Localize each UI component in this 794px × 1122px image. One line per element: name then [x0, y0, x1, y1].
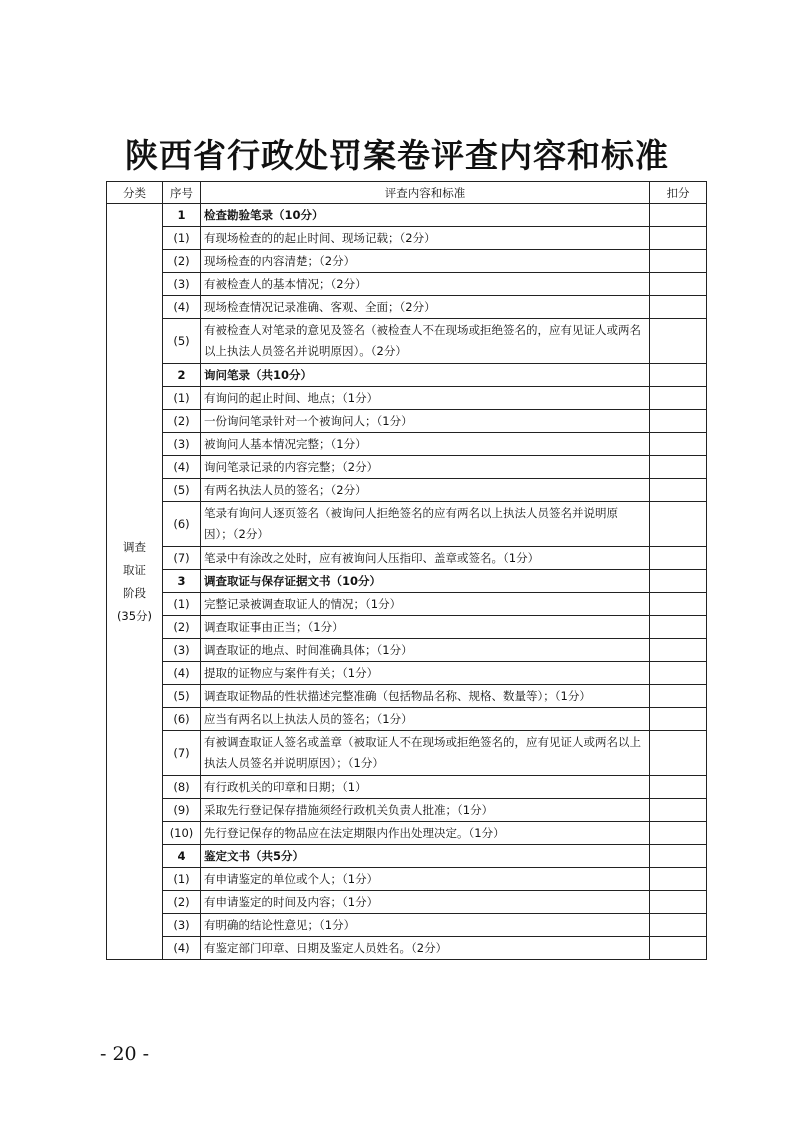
deduct-cell[interactable]	[650, 364, 707, 387]
content-cell: 调查取证的地点、时间准确具体；（1分）	[201, 639, 650, 662]
deduct-cell[interactable]	[650, 296, 707, 319]
content-cell: 被询问人基本情况完整；（1分）	[201, 433, 650, 456]
table-row	[107, 570, 707, 593]
deduct-cell[interactable]	[650, 387, 707, 410]
table-row	[107, 593, 707, 616]
content-cell: 调查取证事由正当；（1分）	[201, 616, 650, 639]
content-cell: 有行政机关的印章和日期；（1）	[201, 776, 650, 799]
seq-cell: 3	[163, 570, 201, 593]
deduct-cell[interactable]	[650, 227, 707, 250]
seq-cell: (2)	[163, 250, 201, 273]
seq-cell: (1)	[163, 868, 201, 891]
table-row	[107, 776, 707, 799]
deduct-cell[interactable]	[650, 662, 707, 685]
deduct-cell[interactable]	[650, 708, 707, 731]
table-row	[107, 479, 707, 502]
deduct-cell[interactable]	[650, 456, 707, 479]
table-row	[107, 273, 707, 296]
seq-cell: (9)	[163, 799, 201, 822]
table-header-row	[107, 182, 707, 204]
table-row	[107, 227, 707, 250]
seq-cell: (2)	[163, 891, 201, 914]
deduct-cell[interactable]	[650, 822, 707, 845]
table-row	[107, 685, 707, 708]
deduct-cell[interactable]	[650, 502, 707, 547]
seq-cell: (6)	[163, 708, 201, 731]
content-cell: 笔录有询问人逐页签名（被询问人拒绝签名的应有两名以上执法人员签名并说明原因）；（2分）	[201, 502, 650, 547]
table-row	[107, 868, 707, 891]
content-cell: 有申请鉴定的单位或个人；（1分）	[201, 868, 650, 891]
deduct-cell[interactable]	[650, 593, 707, 616]
content-cell: 有鉴定部门印章、日期及鉴定人员姓名。（2分）	[201, 937, 650, 960]
content-cell: 有询问的起止时间、地点；（1分）	[201, 387, 650, 410]
deduct-cell[interactable]	[650, 204, 707, 227]
content-cell: 询问笔录（共10分）	[201, 364, 650, 387]
table-row	[107, 731, 707, 776]
deduct-cell[interactable]	[650, 868, 707, 891]
table-row	[107, 845, 707, 868]
seq-cell: (6)	[163, 502, 201, 547]
table-row	[107, 937, 707, 960]
seq-cell: 4	[163, 845, 201, 868]
content-cell: 笔录中有涂改之处时，应有被询问人压指印、盖章或签名。（1分）	[201, 547, 650, 570]
review-standards-table	[106, 181, 707, 960]
deduct-cell[interactable]	[650, 273, 707, 296]
header-seq: 序号	[163, 182, 201, 204]
table-row	[107, 891, 707, 914]
deduct-cell[interactable]	[650, 799, 707, 822]
deduct-cell[interactable]	[650, 410, 707, 433]
table-row	[107, 250, 707, 273]
seq-cell: (1)	[163, 227, 201, 250]
seq-cell: (8)	[163, 776, 201, 799]
seq-cell: 2	[163, 364, 201, 387]
table-row	[107, 822, 707, 845]
seq-cell: (4)	[163, 937, 201, 960]
seq-cell: (1)	[163, 387, 201, 410]
seq-cell: (3)	[163, 273, 201, 296]
content-cell: 采取先行登记保存措施须经行政机关负责人批准；（1分）	[201, 799, 650, 822]
category-line-1: 调查	[123, 539, 146, 554]
category-line-3: 阶段	[123, 585, 146, 600]
content-cell: 有申请鉴定的时间及内容；（1分）	[201, 891, 650, 914]
seq-cell: (2)	[163, 616, 201, 639]
content-cell: 有两名执法人员的签名；（2分）	[201, 479, 650, 502]
deduct-cell[interactable]	[650, 250, 707, 273]
deduct-cell[interactable]	[650, 685, 707, 708]
header-content: 评查内容和标准	[201, 182, 650, 204]
table-row	[107, 433, 707, 456]
seq-cell: 1	[163, 204, 201, 227]
content-cell: 提取的证物应与案件有关；（1分）	[201, 662, 650, 685]
table-row	[107, 616, 707, 639]
deduct-cell[interactable]	[650, 433, 707, 456]
category-line-2: 取证	[123, 562, 146, 577]
content-cell: 完整记录被调查取证人的情况；（1分）	[201, 593, 650, 616]
content-cell: 应当有两名以上执法人员的签名；（1分）	[201, 708, 650, 731]
seq-cell: (3)	[163, 433, 201, 456]
table-row	[107, 387, 707, 410]
seq-cell: (4)	[163, 662, 201, 685]
table-row	[107, 547, 707, 570]
seq-cell: (5)	[163, 319, 201, 364]
category-cell	[107, 204, 163, 960]
content-cell: 检查勘验笔录（10分）	[201, 204, 650, 227]
deduct-cell[interactable]	[650, 479, 707, 502]
table-row	[107, 364, 707, 387]
content-cell: 调查取证与保存证据文书（10分）	[201, 570, 650, 593]
table-row	[107, 410, 707, 433]
category-line-4: (35分)	[116, 608, 153, 623]
table-row	[107, 456, 707, 479]
content-cell: 有现场检查的的起止时间、现场记载；（2分）	[201, 227, 650, 250]
seq-cell: (7)	[163, 547, 201, 570]
seq-cell: (7)	[163, 731, 201, 776]
table-row	[107, 296, 707, 319]
table-row	[107, 799, 707, 822]
seq-cell: (1)	[163, 593, 201, 616]
deduct-cell[interactable]	[650, 845, 707, 868]
content-cell: 一份询问笔录针对一个被询问人；（1分）	[201, 410, 650, 433]
table-row	[107, 639, 707, 662]
review-standards-table-wrapper	[106, 181, 706, 987]
deduct-cell[interactable]	[650, 731, 707, 776]
seq-cell: (4)	[163, 456, 201, 479]
seq-cell: (5)	[163, 685, 201, 708]
table-row	[107, 662, 707, 685]
table-row	[107, 502, 707, 547]
content-cell: 有被调查取证人签名或盖章（被取证人不在现场或拒绝签名的，应有见证人或两名以上执法人员签名并说明原因）；（1分）	[201, 731, 650, 776]
seq-cell: (5)	[163, 479, 201, 502]
deduct-cell[interactable]	[650, 616, 707, 639]
deduct-cell[interactable]	[650, 570, 707, 593]
page-number: - 20 -	[100, 1043, 150, 1065]
deduct-cell[interactable]	[650, 937, 707, 960]
content-cell: 鉴定文书（共5分）	[201, 845, 650, 868]
table-row	[107, 204, 707, 227]
content-cell: 先行登记保存的物品应在法定期限内作出处理决定。（1分）	[201, 822, 650, 845]
header-category: 分类	[107, 182, 163, 204]
deduct-cell[interactable]	[650, 891, 707, 914]
seq-cell: (4)	[163, 296, 201, 319]
deduct-cell[interactable]	[650, 547, 707, 570]
seq-cell: (10)	[163, 822, 201, 845]
seq-cell: (3)	[163, 914, 201, 937]
header-deduct: 扣分	[650, 182, 707, 204]
content-cell: 有明确的结论性意见；（1分）	[201, 914, 650, 937]
page-title: 陕西省行政处罚案卷评查内容和标准	[125, 136, 669, 175]
table-row	[107, 914, 707, 937]
content-cell: 现场检查的内容清楚；（2分）	[201, 250, 650, 273]
content-cell: 有被检查人对笔录的意见及签名（被检查人不在现场或拒绝签名的，应有见证人或两名以上执法人员签名并说明原因）。（2分）	[201, 319, 650, 364]
deduct-cell[interactable]	[650, 319, 707, 364]
table-row	[107, 319, 707, 364]
deduct-cell[interactable]	[650, 639, 707, 662]
content-cell: 调查取证物品的性状描述完整准确（包括物品名称、规格、数量等）；（1分）	[201, 685, 650, 708]
deduct-cell[interactable]	[650, 914, 707, 937]
content-cell: 有被检查人的基本情况；（2分）	[201, 273, 650, 296]
seq-cell: (2)	[163, 410, 201, 433]
content-cell: 询问笔录记录的内容完整；（2分）	[201, 456, 650, 479]
seq-cell: (3)	[163, 639, 201, 662]
table-row	[107, 708, 707, 731]
deduct-cell[interactable]	[650, 776, 707, 799]
content-cell: 现场检查情况记录准确、客观、全面；（2分）	[201, 296, 650, 319]
